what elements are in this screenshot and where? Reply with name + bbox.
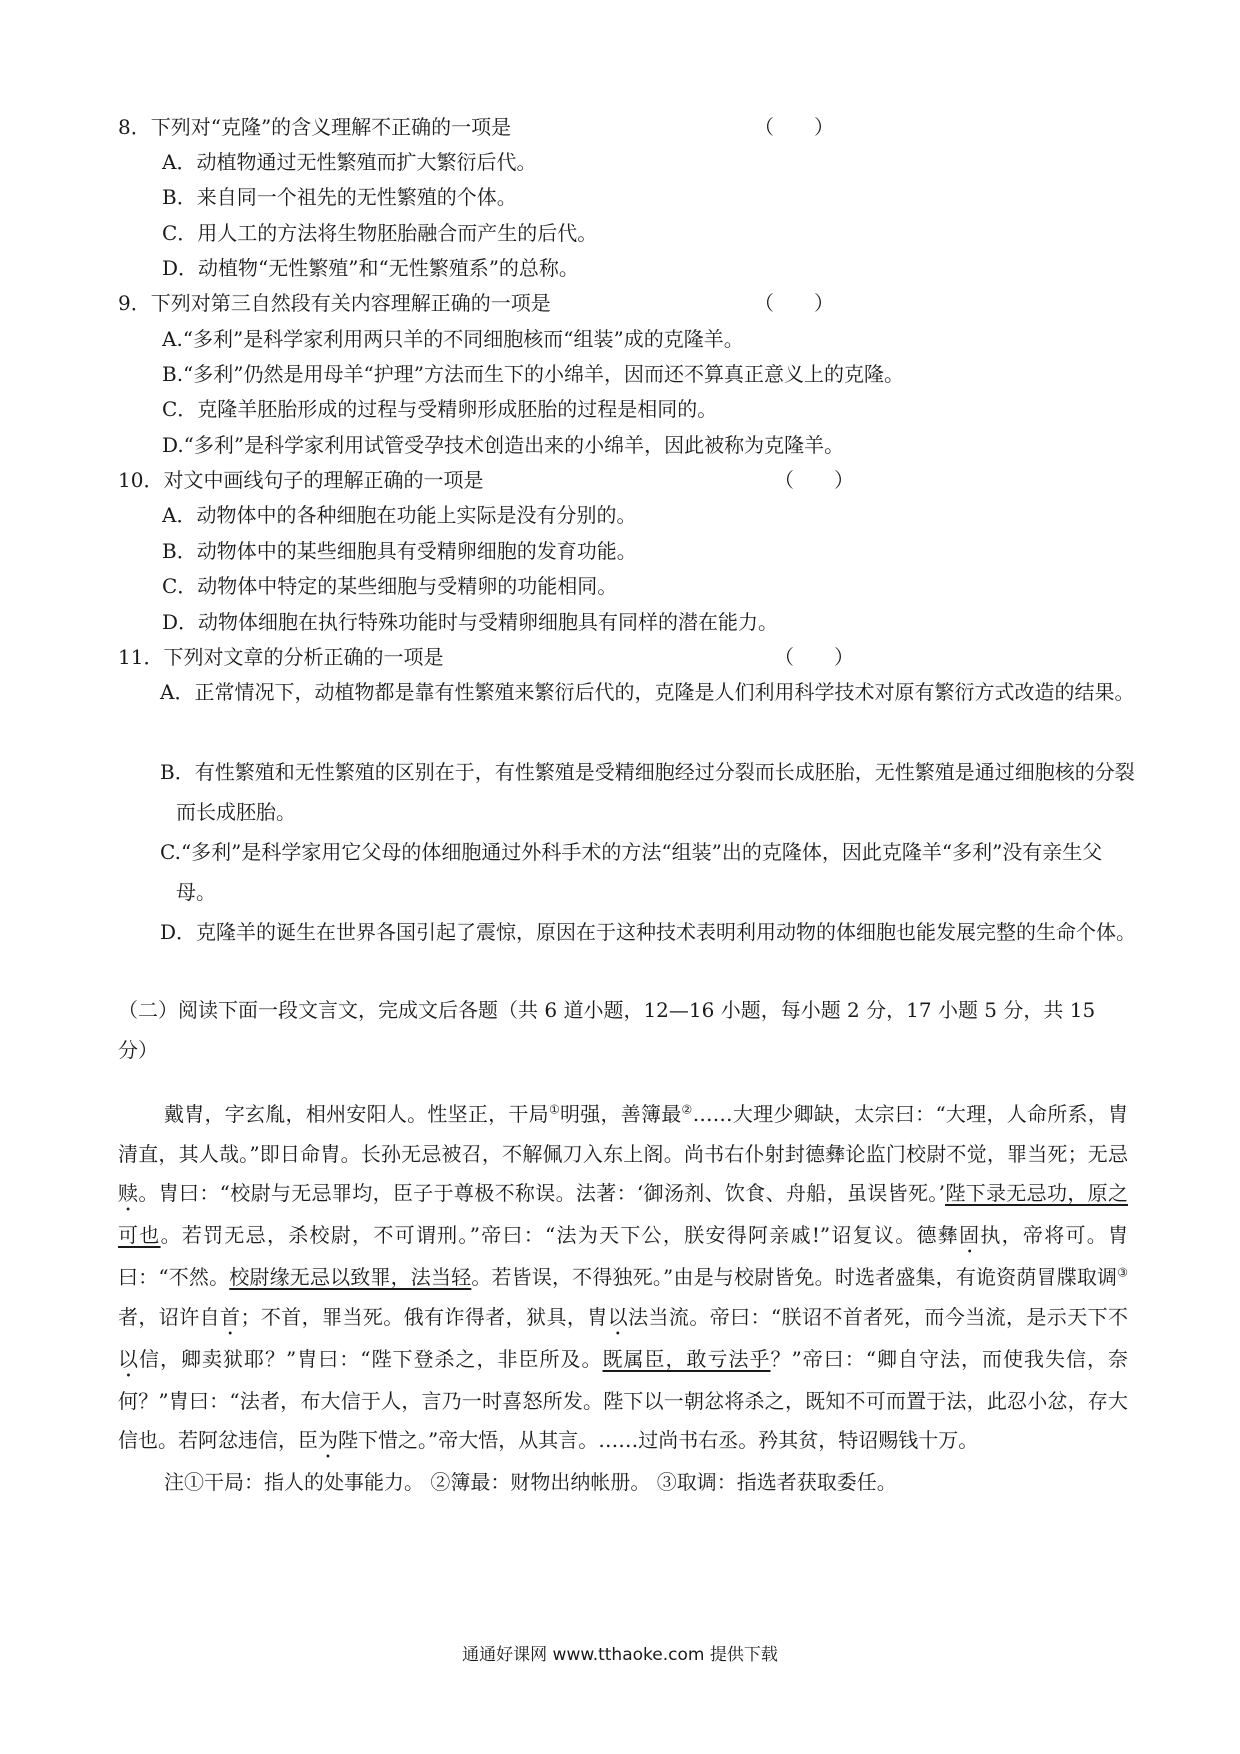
passage-text: 戴胄，字玄胤，相州安阳人。性坚正，干局 xyxy=(164,1102,549,1126)
question-11-option-b xyxy=(160,752,1140,832)
classical-passage xyxy=(118,1095,1128,1503)
passage-text: 陛下惜之。”帝大悟，从其言。……过尚书右丞。矜其贫，特诏赐钱十万。 xyxy=(338,1428,979,1452)
question-11-option-d xyxy=(160,912,1140,952)
passage-text: 明强，善簿最 xyxy=(559,1102,682,1126)
underlined-sentence: 既属臣，敢亏法乎 xyxy=(602,1346,771,1371)
passage-text: ；不首，罪当死。俄有诈得者，狱具，胄 xyxy=(240,1304,608,1329)
question-11-stem xyxy=(118,642,1128,672)
footnote-ref: ③ xyxy=(1117,1265,1128,1280)
footnote-ref: ① xyxy=(548,1102,560,1117)
passage-text: ……大理少卿缺，太宗曰：“大理，人命所系，胄清直，其人哉。”即日命胄。长孙无忌被召，不解佩刀入东上阁。尚书右仆射封德彝论监门校尉不觉，罪当死；无忌 xyxy=(118,1102,1129,1166)
question-10-text: 10．对文中画线句子的理解正确的一项是 xyxy=(118,468,484,492)
page-footer: 通通好课网 www.tthaoke.com 提供下载 xyxy=(462,1645,778,1665)
underlined-sentence: 校尉缘无忌以致罪，法当轻 xyxy=(229,1265,472,1289)
question-9-option-d: D.“多利”是科学家利用试管受孕技术创造出来的小绵羊，因此被称为克隆羊。 xyxy=(162,433,845,457)
question-11-answer-blank: （ ） xyxy=(774,645,854,669)
question-9-option-c: C．克隆羊胚胎形成的过程与受精卵形成胚胎的过程是相同的。 xyxy=(162,397,718,421)
passage-text: 。胄曰：“校尉与无忌罪均，臣子于尊极不称误。法著：‘御汤剂、饮食、舟船，虽误皆死。’ xyxy=(138,1181,945,1205)
question-11-option-c xyxy=(160,832,1140,912)
passage-text: 。若罚无忌，杀校尉，不可谓刑。”帝曰：“法为天下公，朕安得阿亲戚!”诏复议。德彝 xyxy=(160,1223,960,1247)
question-9-option-b: B.“多利”仍然是用母羊“护理”方法而生下的小绵羊，因而还不算真正意义上的克隆。 xyxy=(162,362,904,386)
passage-text: 法当流。帝曰：“朕诏不首者死，而今当流，是示天下不 xyxy=(628,1304,1129,1329)
question-10-option-d: D．动物体细胞在执行特殊功能时与受精卵细胞具有同样的潜在能力。 xyxy=(162,610,779,634)
passage-text: ？”帝曰：“卿自守法，而使我失信，奈何？”胄曰：“法者，布大信于人，言乃一时喜怒所发。陛下以一朝忿将杀之，既知不可而置于法，此忍小忿，存大信也。若阿忿违信，臣 xyxy=(118,1346,1129,1452)
question-9-stem xyxy=(118,288,1128,318)
question-10-option-b: B．动物体中的某些细胞具有受精卵细胞的发育功能。 xyxy=(162,539,637,563)
question-11-option-c-text: C.“多利”是科学家用它父母的体细胞通过外科手术的方法“组装”出的克隆体，因此克隆羊“多利”没有亲生父母。 xyxy=(160,840,1103,904)
dotted-word: 赎 xyxy=(118,1181,139,1205)
question-8-option-c: C．用人工的方法将生物胚胎融合而产生的后代。 xyxy=(162,221,598,245)
question-11-option-b-text: B．有性繁殖和无性繁殖的区别在于，有性繁殖是受精细胞经过分裂而长成胚胎，无性繁殖是通过细胞核的分裂而长成胚胎。 xyxy=(160,760,1135,824)
question-8-option-d: D．动植物“无性繁殖”和“无性繁殖系”的总称。 xyxy=(162,256,579,280)
question-11-option-a xyxy=(160,672,1140,712)
dotted-word: 以 xyxy=(607,1304,629,1329)
dotted-word: 固 xyxy=(959,1223,981,1247)
footnote-ref: ② xyxy=(681,1102,693,1117)
passage-text: 。若皆误，不得独死。”由是与校尉皆免。时选者盛集，有诡资荫冒牒取调 xyxy=(471,1265,1118,1289)
section-2-heading: （二）阅读下面一段文言文，完成文后各题（共 6 道小题，12—16 小题，每小题 2 分，17 小题 5 分，共 15 分） xyxy=(118,998,1096,1062)
passage-text: 信，卿卖狱耶？”胄曰：“陛下登杀之，非臣所及。 xyxy=(139,1346,603,1371)
question-10-stem xyxy=(118,465,1128,495)
passage-footnotes: 注①干局：指人的处事能力。 ②簿最：财物出纳帐册。 ③取调：指选者获取委任。 xyxy=(164,1470,897,1494)
question-11-text: 11．下列对文章的分析正确的一项是 xyxy=(118,645,444,669)
question-9-text: 9．下列对第三自然段有关内容理解正确的一项是 xyxy=(118,291,551,315)
dotted-word: 为 xyxy=(318,1428,338,1452)
question-8-option-b: B．来自同一个祖先的无性繁殖的个体。 xyxy=(162,185,517,209)
passage-text: 者，诏许自 xyxy=(118,1304,221,1329)
question-8-option-a: A．动植物通过无性繁殖而扩大繁衍后代。 xyxy=(162,150,537,174)
question-8-text: 8．下列对“克隆”的含义理解不正确的一项是 xyxy=(118,115,512,139)
question-10-answer-blank: （ ） xyxy=(774,468,854,492)
question-10-option-a: A．动物体中的各种细胞在功能上实际是没有分别的。 xyxy=(162,503,637,527)
question-10-option-c: C．动物体中特定的某些细胞与受精卵的功能相同。 xyxy=(162,574,618,598)
underlined-sentence: 陛下录无忌功，原之可也 xyxy=(118,1181,1129,1247)
question-11-option-d-text: D．克隆羊的诞生在世界各国引起了震惊，原因在于这种技术表明利用动物的体细胞也能发展完整的生命个体。 xyxy=(160,920,1137,944)
dotted-word: 以 xyxy=(118,1346,140,1371)
passage-text: 执，帝将可。胄曰：“不然。 xyxy=(118,1223,1129,1289)
question-8-stem xyxy=(118,112,1128,142)
passage-paragraph xyxy=(118,1095,1128,1463)
dotted-word: 首 xyxy=(220,1304,241,1329)
question-9-option-a: A.“多利”是科学家利用两只羊的不同细胞核而“组装”成的克隆羊。 xyxy=(162,327,744,351)
question-8-answer-blank: （ ） xyxy=(754,115,834,139)
question-11-option-a-text: A．正常情况下，动植物都是靠有性繁殖来繁衍后代的，克隆是人们利用科学技术对原有繁衍方式改造的结果。 xyxy=(160,680,1135,704)
question-9-answer-blank: （ ） xyxy=(754,291,834,315)
